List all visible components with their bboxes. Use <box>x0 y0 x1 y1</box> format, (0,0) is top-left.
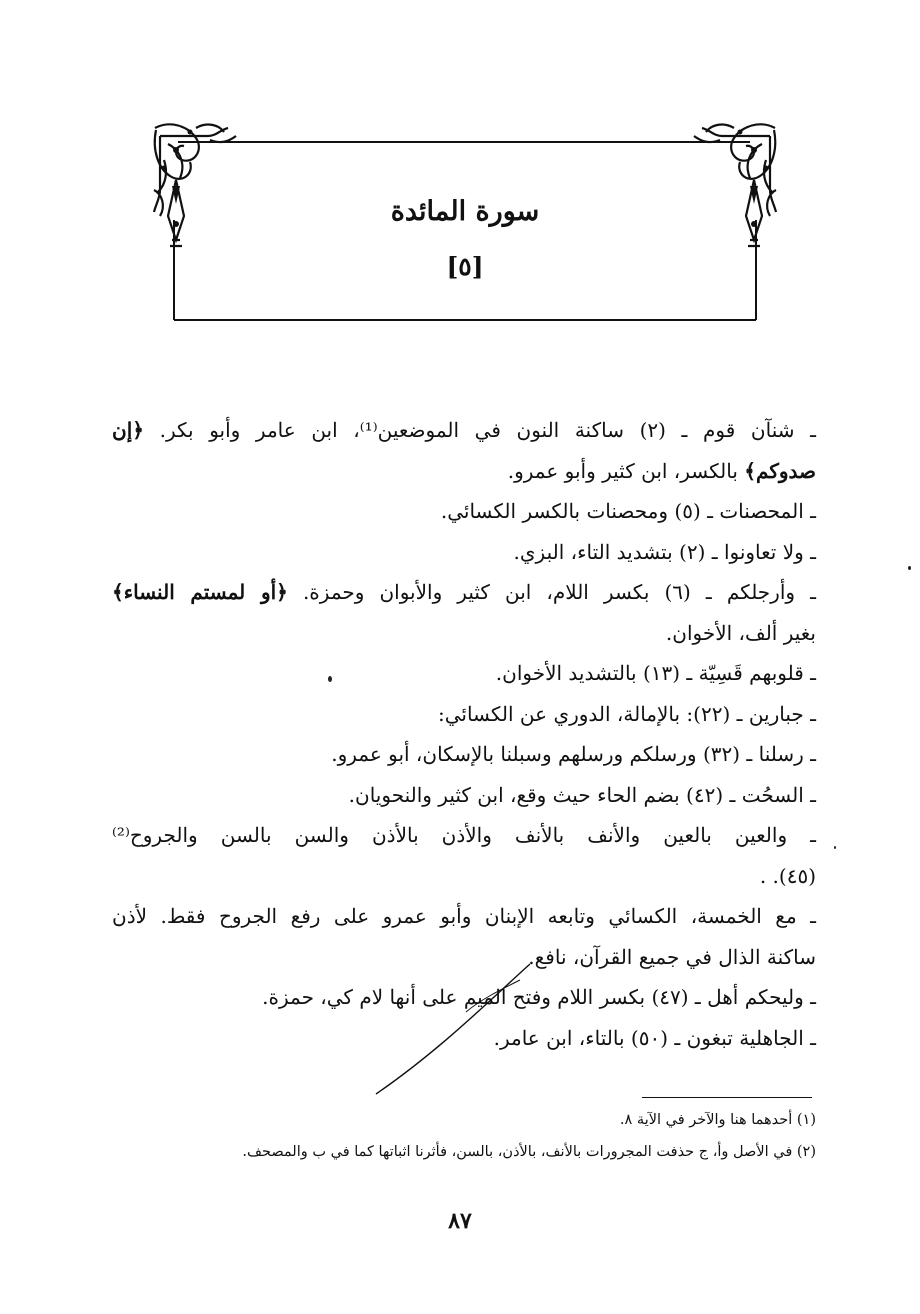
text-line: ساكنة الذال في جميع القرآن، نافع. <box>528 944 816 969</box>
text-line: بغير ألف، الأخوان. <box>665 620 816 645</box>
scan-speck <box>328 676 332 682</box>
footnote: (١) أحدهما هنا والآخر في الآية ٨. <box>619 1112 816 1128</box>
text-line: (٤٥). . <box>759 863 816 888</box>
text-line: ـ السحُت ـ (٤٢) بضم الحاء حيث وقع، ابن كثير والنحويان. <box>348 782 816 807</box>
text-line: ـ الجاهلية تبغون ـ (٥٠) بالتاء، ابن عامر. <box>493 1025 816 1050</box>
text-line: ـ وأرجلكم ـ (٦) بكسر اللام، ابن كثير والأبوان وحمزة. ﴿أو لمستم النساء﴾ <box>112 580 816 604</box>
text-line: ـ مع الخمسة، الكسائي وتابعه الإبنان وأبو عمرو على رفع الجروح فقط. لأذن <box>112 904 816 928</box>
text-line: ـ رسلنا ـ (٣٢) ورسلكم ورسلهم وسبلنا بالإسكان، أبو عمرو. <box>331 742 816 766</box>
text-line: ـ وليحكم أهل ـ (٤٧) بكسر اللام وفتح الميم على أنها لام كي، حمزة. <box>262 985 816 1009</box>
footnotes <box>112 1104 816 1168</box>
footnote-separator <box>642 1097 812 1098</box>
pen-mark <box>370 960 540 1100</box>
sura-title: سورة المائدة <box>390 196 540 227</box>
text-line: ـ جبارين ـ (٢٢): بالإمالة، الدوري عن الكسائي: <box>437 701 816 726</box>
text-line: صدوكم﴾ بالكسر، ابن كثير وأبو عمرو. <box>507 458 816 483</box>
page-number: ٨٧ <box>448 1208 472 1234</box>
scan-speck <box>834 846 836 849</box>
text-line: ـ والعين بالعين والأنف بالأنف والأذن بالأذن والسن بالسن والجروح⁽²⁾ <box>112 823 816 847</box>
footnote: (٢) في الأصل وأ، ج حذفت المجرورات بالأنف، بالأذن، بالسن، فأثرنا اثباتها كما في ب والمصحف. <box>242 1144 816 1160</box>
text-line: ـ ولا تعاونوا ـ (٢) بتشديد التاء، البزي. <box>513 539 816 564</box>
scan-speck <box>908 566 911 570</box>
text-line: ـ المحصنات ـ (٥) ومحصنات بالكسر الكسائي. <box>440 499 816 523</box>
sura-number: [٥] <box>446 252 484 281</box>
text-line: ـ شنآن قوم ـ (٢) ساكنة النون في الموضعين⁽¹⁾، ابن عامر وأبو بكر. ﴿إن <box>112 418 816 442</box>
text-line: ـ قلوبهم قَسِيّة ـ (١٣) بالتشديد الأخوان. <box>495 661 816 685</box>
